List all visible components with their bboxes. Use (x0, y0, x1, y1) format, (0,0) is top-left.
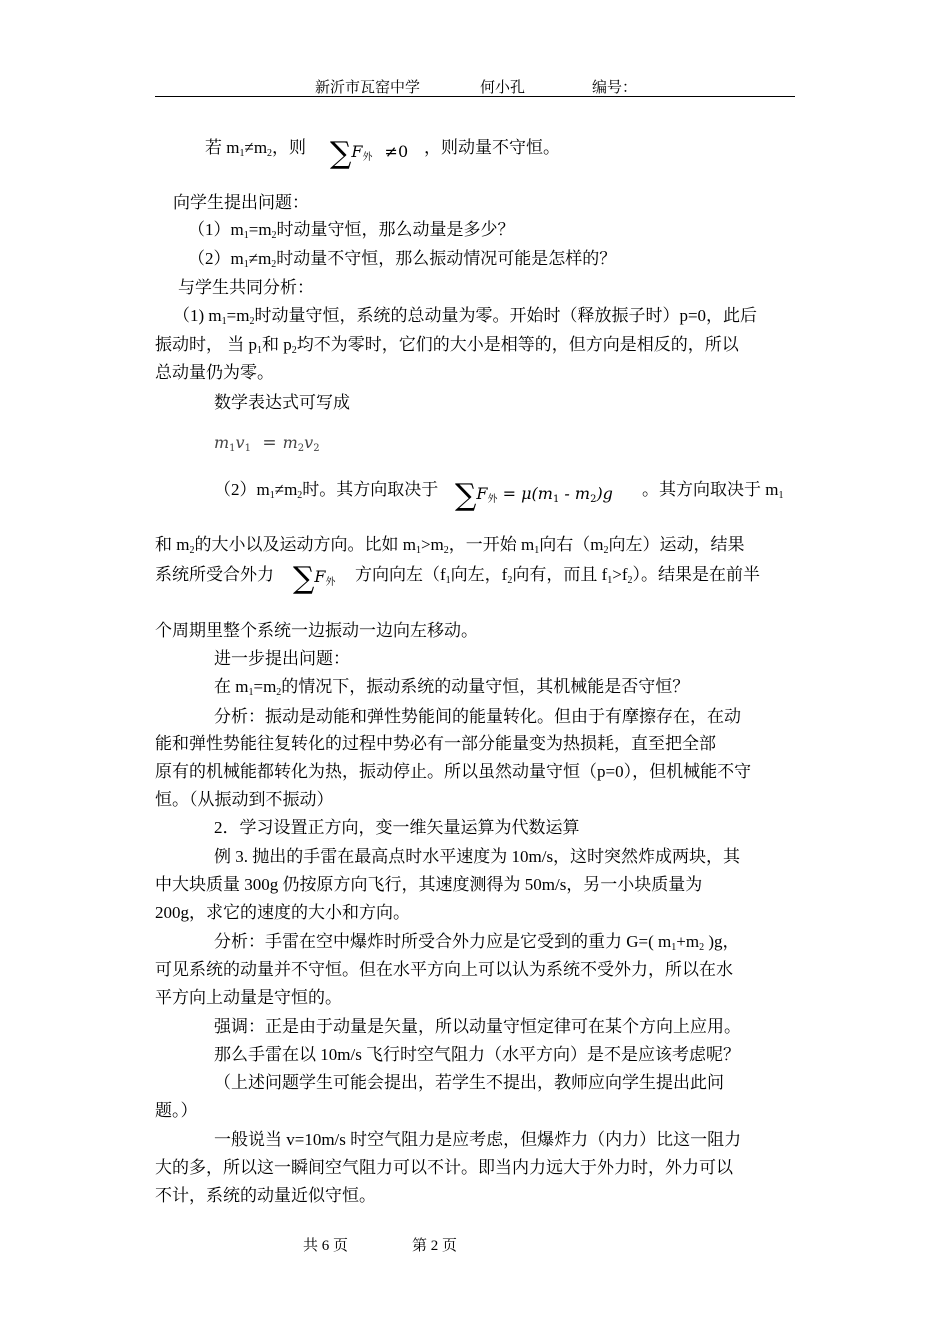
text-line: 能和弹性势能往复转化的过程中势必有一部分能量变为热损耗，直至把全部 (155, 734, 716, 753)
header-number-label: 编号： (592, 80, 638, 96)
sum-force-friction-formula: $\sum F_外 = \mu(m_1 - m_2)g$ (455, 478, 613, 513)
text-line: 那么手雷在以 10m/s 飞行时空气阻力（水平方向）是不是应该考虑呢？ (214, 1045, 741, 1064)
text-line: 原有的机械能都转化为热，振动停止。所以虽然动量守恒（p=0），但机械能不守 (155, 762, 752, 781)
text-line: 题。） (155, 1101, 198, 1120)
text-line: ，则动量不守恒。 (424, 138, 560, 157)
text-line: 总动量仍为零。 (155, 363, 274, 382)
text-line: 振动时， 当 $p_1$和 $p_2$均不为零时，它们的大小是相等的，但方向是相反的，所以 (155, 335, 739, 356)
text-line: 数学表达式可写成 (214, 393, 350, 412)
text-line: 个周期里整个系统一边振动一边向左移动。 (155, 621, 478, 640)
text-line: 可见系统的动量并不守恒。但在水平方向上可以认为系统不受外力，所以在水 (155, 960, 733, 979)
section-heading: 2．学习设置正方向，变一维矢量运算为代数运算 (214, 818, 580, 837)
text-line: 强调：正是由于动量是矢量，所以动量守恒定律可在某个方向上应用。 (214, 1017, 741, 1036)
text-line: 在 $m_1=m_2$的情况下，振动系统的动量守恒，其机械能是否守恒？ (214, 677, 690, 698)
header-author: 何小孔 (480, 80, 526, 96)
text-line: （上述问题学生可能会提出，若学生不提出，教师应向学生提出此问 (214, 1073, 724, 1092)
footer-total-pages: 共 6 页 (303, 1238, 349, 1254)
text-line: 分析：振动是动能和弹性势能间的能量转化。但由于有摩擦存在，在动 (214, 707, 741, 726)
text-line: 平方向上动量是守恒的。 (155, 988, 342, 1007)
text-line: 不计，系统的动量近似守恒。 (155, 1186, 376, 1205)
text-line: 大的多，所以这一瞬间空气阻力可以不计。即当内力远大于外力时，外力可以 (155, 1158, 733, 1177)
sum-external-force-formula: $\sum F_外$ (293, 561, 336, 596)
text-line: 进一步提出问题： (214, 649, 350, 668)
header-school: 新沂市瓦窑中学 (315, 80, 421, 96)
text-line: 分析：手雷在空中爆炸时所受合外力应是它受到的重力 G=( $m_1+m_2$ )g， (214, 932, 740, 953)
text-line: 中大块质量 300g 仍按原方向飞行，其速度测得为 50m/s，另一小块质量为 (155, 875, 703, 894)
text-line: $(1)m_1=m_2$时动量守恒，那么动量是多少？ (188, 220, 515, 241)
text-line: 。其方向取决于 $m_1$ (642, 480, 784, 501)
text-line: 例 3. 抛出的手雷在最高点时水平速度为 10m/s，这时突然炸成两块，其 (214, 847, 741, 866)
text-line: $(2)m_1\ne m_2$时动量不守恒，那么振动情况可能是怎样的？ (188, 249, 617, 270)
text-line: 200g，求它的速度的大小和方向。 (155, 903, 410, 922)
sum-force-neq-zero-formula: $\sum F_外 \ne 0$ (330, 136, 409, 171)
text-line: 向学生提出问题： (173, 193, 309, 212)
text-line: 与学生共同分析： (178, 278, 314, 297)
text-line: （1) $m_1=m_2$时动量守恒，系统的总动量为零。开始时（释放振子时）p=0，此后 (173, 306, 758, 327)
momentum-equality-formula: $m_1v_1 = m_2v_2$ (214, 433, 320, 454)
text-line: 系统所受合外力 (155, 565, 274, 584)
page-header (155, 74, 795, 97)
text-line: 若 $m_1\ne m_2$，则 (205, 138, 307, 159)
text-line: 方向向左（$f_1$向左，$f_2$向有，而且 $f_1>f_2$）。结果是在前半 (355, 565, 761, 586)
text-line: 和 $m_2$的大小以及运动方向。比如 $m_1>m_2$，一开始 $m_1$向右（$m_2$向左）运动，结果 (155, 535, 745, 556)
text-line: 一般说当 v=10m/s 时空气阻力是应考虑，但爆炸力（内力）比这一阻力 (214, 1130, 742, 1149)
footer-page-number: 第 2 页 (412, 1238, 458, 1254)
text-line: 恒。（从振动到不振动） (155, 790, 334, 809)
text-line: $(2)m_1\ne m_2$时。其方向取决于 (214, 480, 439, 501)
